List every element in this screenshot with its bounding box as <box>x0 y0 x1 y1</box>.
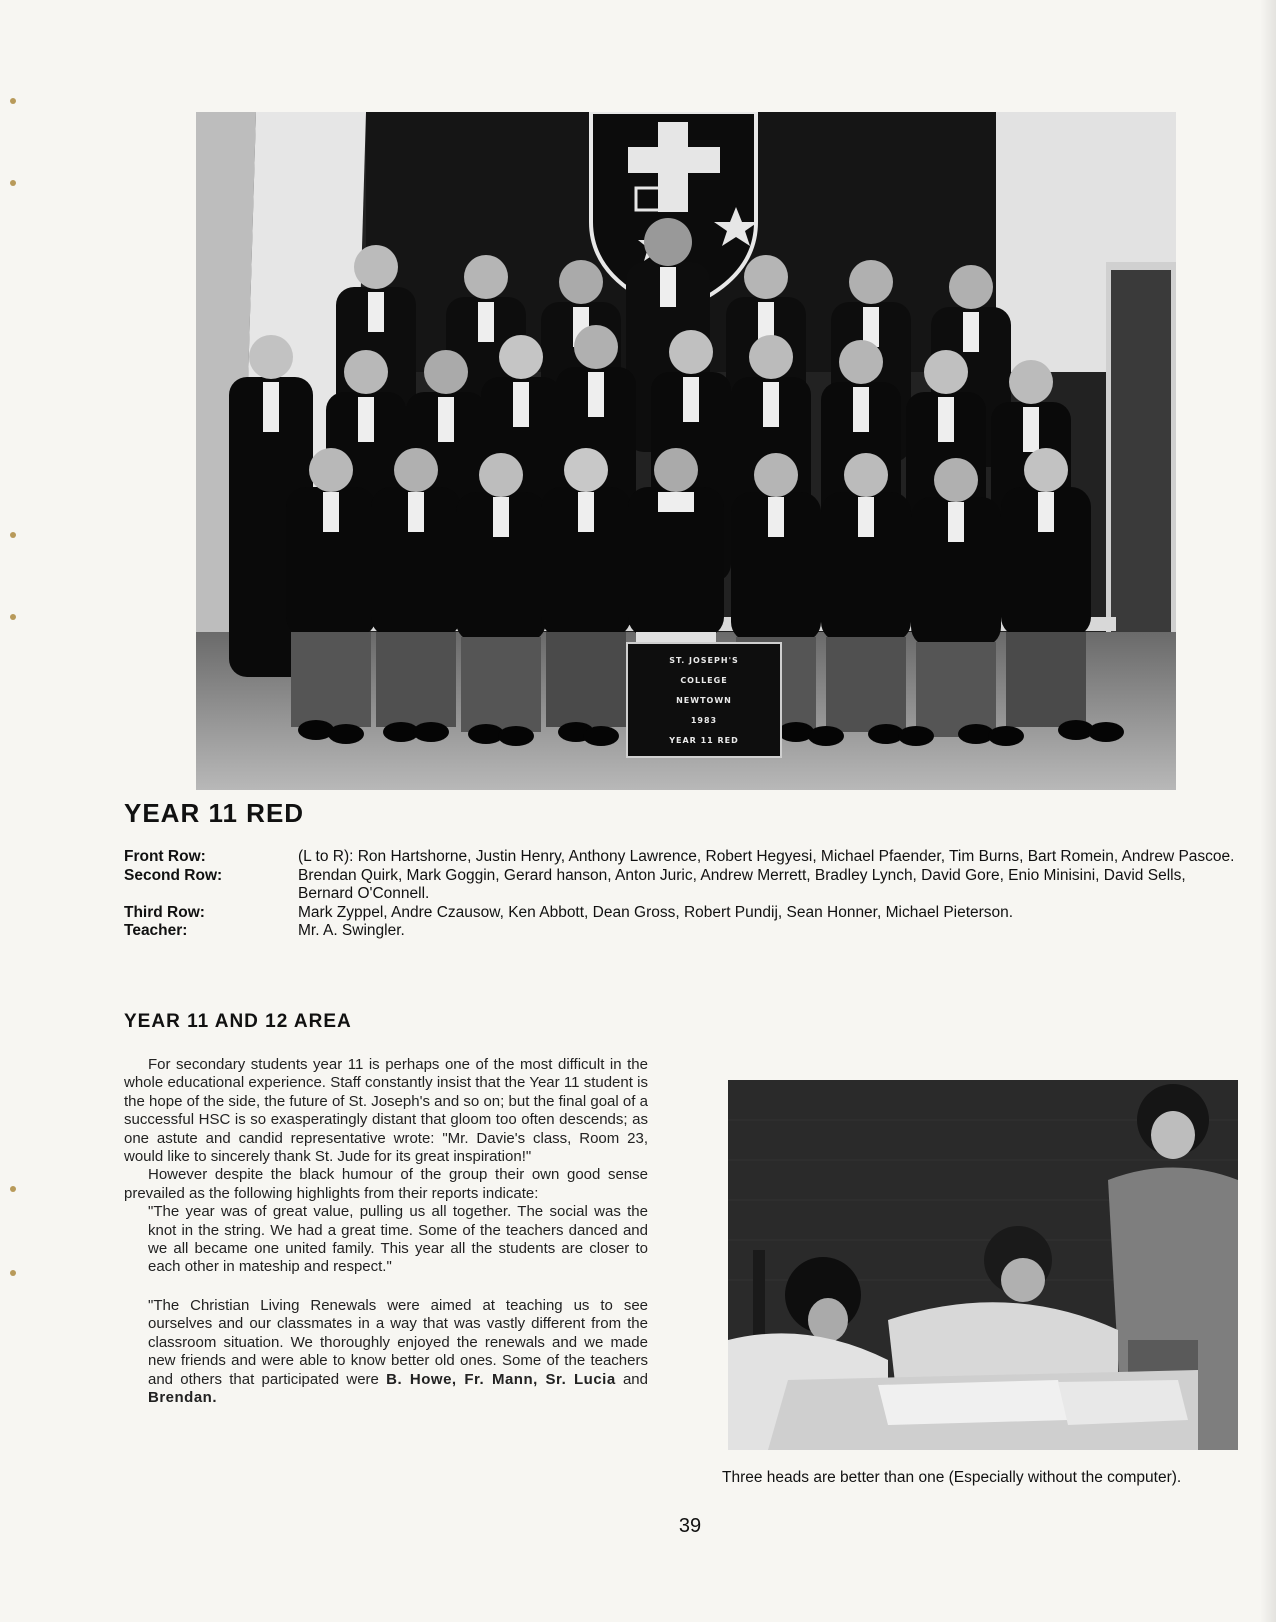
roster-names: Mark Zyppel, Andre Czausow, Ken Abbott, Dean Gross, Robert Pundij, Sean Honner, Michael Pieterson. <box>298 903 1014 921</box>
photo-caption: Three heads are better than one (Especially without the computer). <box>722 1469 1182 1486</box>
article-paragraph: However despite the black humour of the group their own good sense prevailed as the following highlights from their reports indicate: <box>124 1166 648 1202</box>
quote-conjunction: and <box>615 1370 648 1388</box>
page-edge-shadow <box>1260 0 1276 1622</box>
roster-label: Second Row: <box>124 866 223 884</box>
roster-names: (L to R): Ron Hartshorne, Justin Henry, Anthony Lawrence, Robert Hegyesi, Michael Pfaender, Tim Burns, Bart Romein, Andrew Pascoe. <box>298 848 1235 865</box>
page-number <box>0 1515 1276 1538</box>
binder-hole <box>10 1186 16 1192</box>
quote-text: "The Christian Living Renewals were aimed at teaching us to see ourselves and our classmates in a way that was vastly different from the classroom situation. We thoroughly enjoyed the renewals and we made new friends and were able to know better old ones. Some of the teachers and others that participated were <box>148 1296 648 1388</box>
study-photo <box>728 1080 1238 1450</box>
binder-hole <box>10 1270 16 1276</box>
school-placard <box>626 642 782 758</box>
placard-line: COLLEGE <box>680 675 728 685</box>
roster-row <box>124 848 1244 867</box>
roster-row <box>124 922 1244 941</box>
page-number-text: 39 <box>678 1515 702 1537</box>
class-title: YEAR 11 RED <box>124 798 305 828</box>
roster-label: Teacher: <box>124 922 188 939</box>
roster-label: Front Row: <box>124 848 206 865</box>
study-photo-illustration <box>728 1080 1238 1450</box>
binder-hole <box>10 614 16 620</box>
binder-hole <box>10 98 16 104</box>
roster-label: Third Row: <box>124 903 205 921</box>
roster-row <box>124 867 1244 904</box>
placard-line: YEAR 11 RED <box>669 735 739 745</box>
binder-hole <box>10 532 16 538</box>
roster-list <box>124 848 1244 941</box>
article-body <box>124 1056 648 1407</box>
roster-names: Brendan Quirk, Mark Goggin, Gerard hanson, Anton Juric, Andrew Merrett, Bradley Lynch, David Gore, Enio Minisini, David Sells, Bernard O'Connell. <box>298 866 1186 902</box>
quote-name: Brendan. <box>148 1388 218 1406</box>
quote-names: B. Howe, Fr. Mann, Sr. Lucia <box>386 1370 616 1388</box>
binder-hole <box>10 180 16 186</box>
placard-line: ST. JOSEPH'S <box>669 655 739 665</box>
article-paragraph: For secondary students year 11 is perhaps one of the most difficult in the whole educational experience. Staff constantly insist that the Year 11 student is the hope of the side, the future of St. Joseph's and so on; but the final goal of a successful HSC is so exasperatingly distant that gloom too often descends; as one astute and candid representative wrote: "Mr. Davie's class, Room 23, would like to sincerely thank St. Jude for its great inspiration!" <box>124 1056 648 1166</box>
class-group-photo <box>196 112 1176 790</box>
roster-row <box>124 904 1244 923</box>
article-quote <box>124 1297 648 1407</box>
article-quote: "The year was of great value, pulling us all together. The social was the knot in the string. We had a great time. Some of the teachers danced and we all became one united family. This year all the students are closer to each other in mateship and respect." <box>148 1203 648 1276</box>
placard-line: NEWTOWN <box>676 695 732 705</box>
roster-names: Mr. A. Swingler. <box>298 922 405 939</box>
placard-line: 1983 <box>690 715 718 725</box>
section-heading: YEAR 11 AND 12 AREA <box>124 1011 352 1032</box>
